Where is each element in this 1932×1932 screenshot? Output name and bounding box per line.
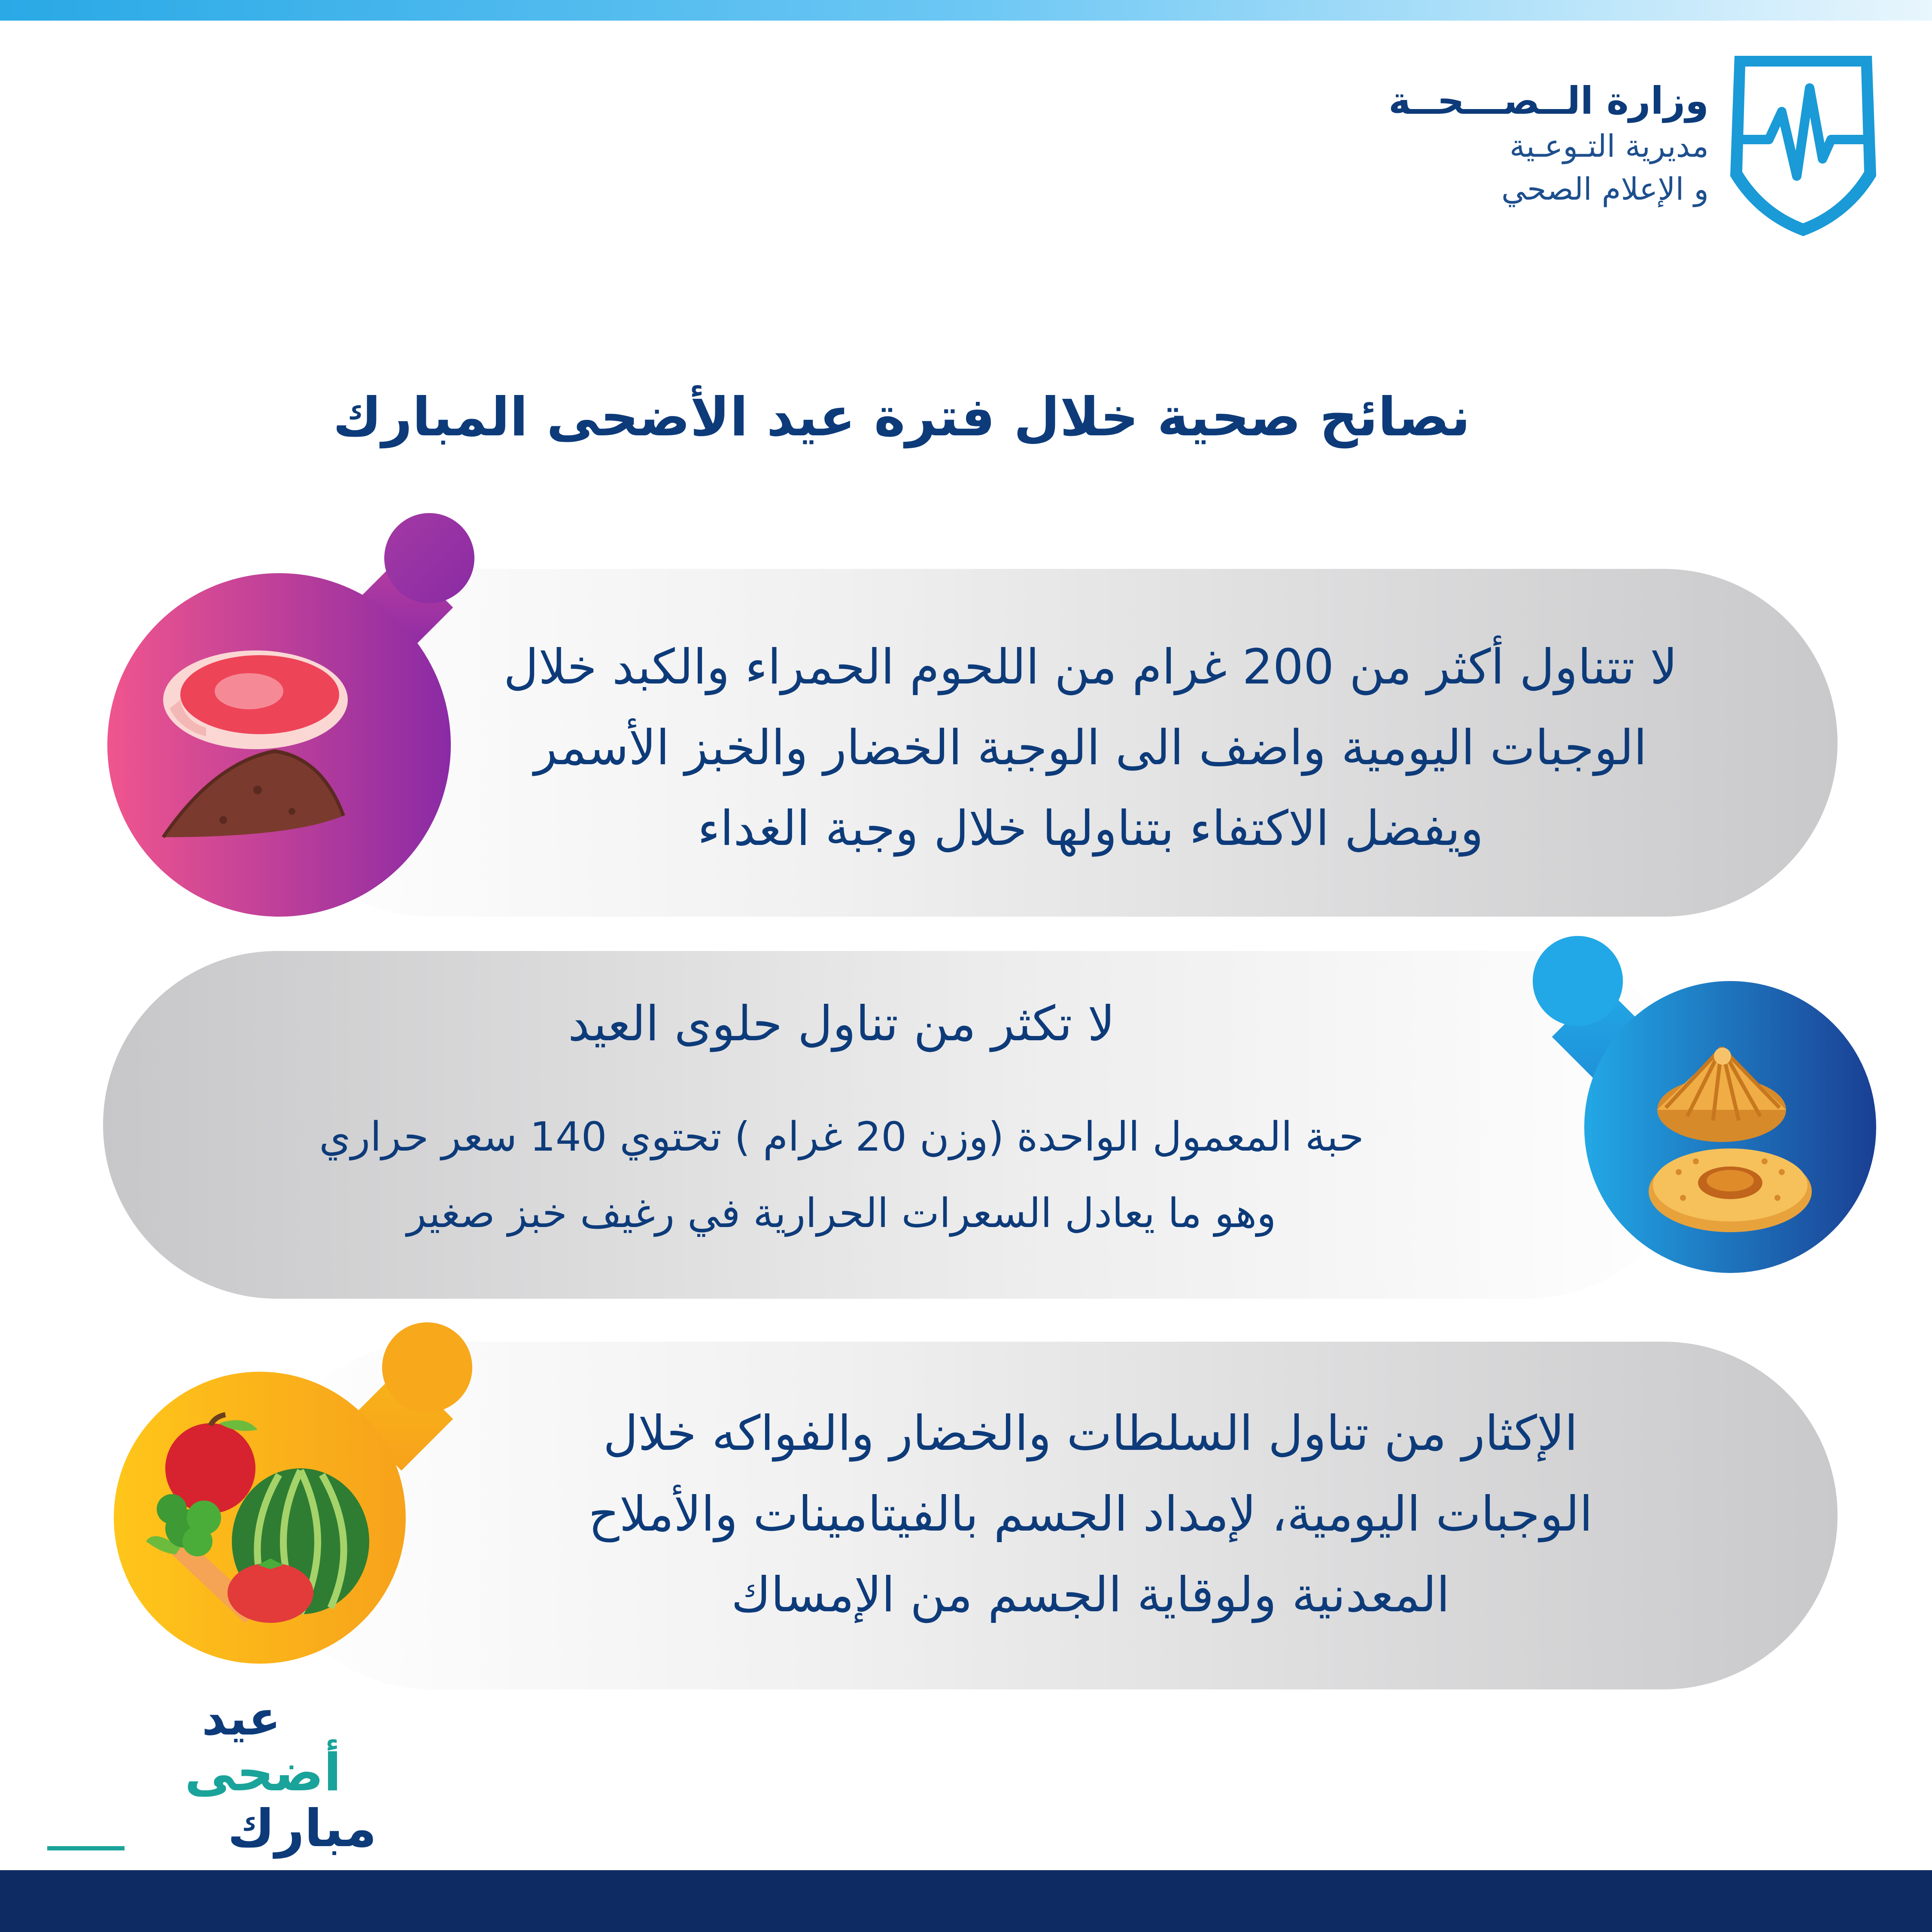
directorate-line-2: و الإعلام الصحي (1501, 171, 1709, 207)
tip-3-line-3: المعدنية ولوقاية الجسم من الإمساك (731, 1567, 1450, 1623)
tip-3-line-2: الوجبات اليومية، لإمداد الجسم بالفيتامينات والأملاح (588, 1486, 1593, 1542)
ministry-logo-text (1322, 77, 1709, 210)
tip-2-text (240, 992, 1443, 1252)
svg-text:مبارك: مبارك (228, 1799, 377, 1859)
tip-1-bubble-knob (384, 513, 474, 603)
meat-icon (150, 648, 356, 841)
svg-text:عيد: عيد (202, 1691, 281, 1746)
tip-2-bubble-knob (1533, 936, 1623, 1026)
footer-bar (0, 1870, 1932, 1932)
tip-1-text (378, 627, 1803, 869)
tip-3-text (378, 1393, 1803, 1635)
tip-3-bubble-knob (382, 1322, 472, 1413)
tip-2-line-2: وهو ما يعادل السعرات الحرارية في رغيف خبز صغير (407, 1190, 1276, 1237)
ministry-name: وزارة الــصـــحــة (1388, 79, 1709, 123)
ministry-shield-icon (1722, 47, 1885, 240)
tip-1-line-1: لا تتناول أكثر من 200 غرام من اللحوم الحمراء والكبد خلال (503, 639, 1678, 695)
tip-3-line-1: الإكثار من تناول السلطات والخضار والفواكه خلال (603, 1406, 1578, 1461)
page-title: نصائح صحية خلال فترة عيد الأضحى المبارك (333, 386, 1470, 448)
top-accent-bar (0, 0, 1932, 21)
maamoul-cookie-icon (1631, 1030, 1829, 1232)
directorate-line-1: مديرية التـوعـية (1510, 128, 1709, 164)
fruits-vegetables-icon (129, 1413, 369, 1631)
eid-adha-mubarak-logo (39, 1691, 377, 1859)
tip-2-heading: لا تكثر من تناول حلوى العيد (568, 996, 1115, 1052)
svg-text:أضحى: أضحى (185, 1743, 341, 1803)
tip-2-line-1: حبة المعمول الواحدة (وزن 20 غرام ) تحتوي 140 سعر حراري (319, 1114, 1364, 1160)
tip-1-line-3: ويفضل الاكتفاء بتناولها خلال وجبة الغداء (697, 801, 1484, 857)
tip-1-line-2: الوجبات اليومية واضف الى الوجبة الخضار والخبز الأسمر (534, 720, 1647, 776)
